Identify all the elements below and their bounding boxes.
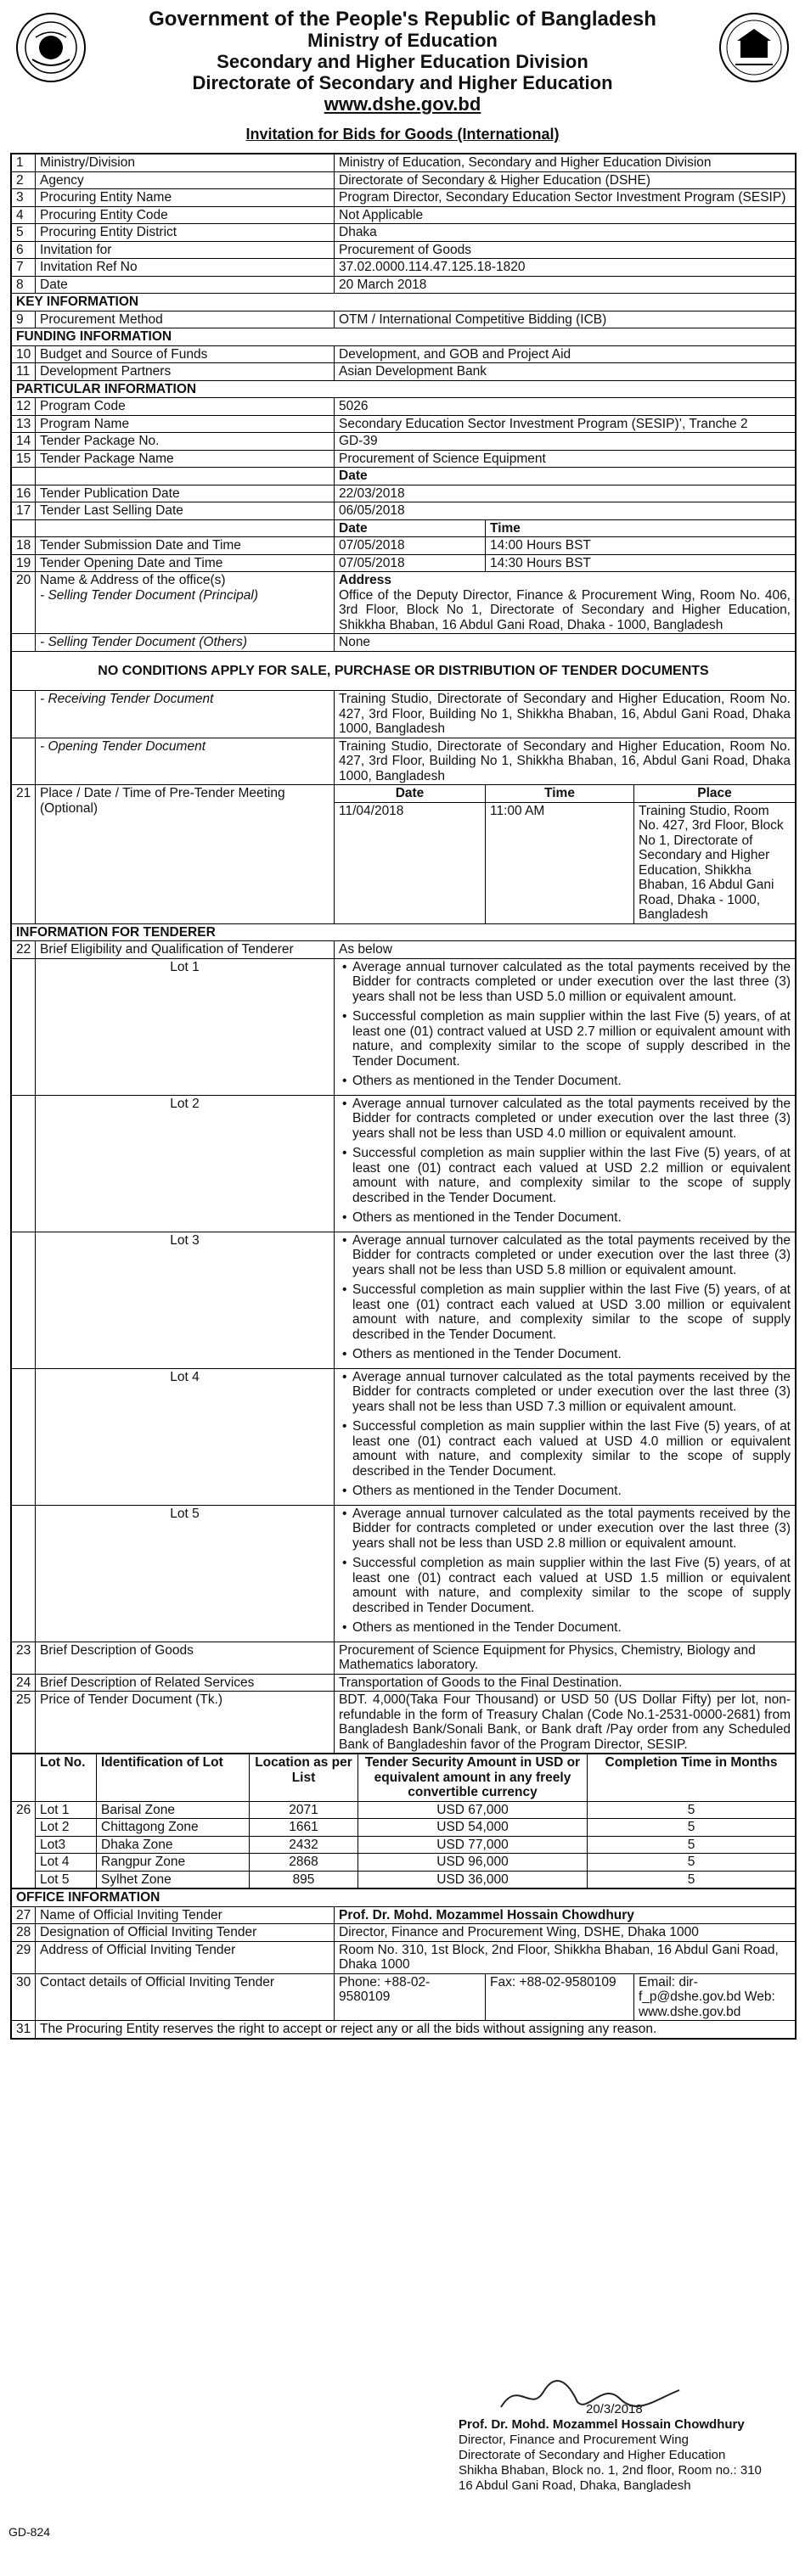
table-row: 31 The Procuring Entity reserves the right to accept or reject any or all the bids without assigning any reason. — [12, 2021, 796, 2039]
no-conditions-banner: NO CONDITIONS APPLY FOR SALE, PURCHASE OR DISTRIBUTION OF TENDER DOCUMENTS — [12, 651, 796, 691]
lot-requirement-row: Lot 2 • Average annual turnover calculated as the total payments received by the Bidder for contracts completed or under execution over the last three (3) years shall not be less than USD 4.0 million or equivalent amount. • Successful completion as main supplier within the last Five (5) years, of at least one (01) contract each valued at USD 2.2 million or equivalent amount with nature, and complexity similar to the scope of supply described in the Tender Document. • Others as mentioned in the Tender Document. — [12, 1095, 796, 1232]
table-row: 18 Tender Submission Date and Time 07/05/2018 14:00 Hours BST — [12, 537, 796, 555]
section-office-information: OFFICE INFORMATION — [12, 1889, 796, 1907]
contact-email[interactable]: Email: dir-f_p@dshe.gov.bd Web: www.dshe.gov.bd — [634, 1973, 796, 2021]
table-row: - Receiving Tender Document Training Studio, Directorate of Secondary and Higher Education, Room No. 427, 3rd Floor, Building No 1, Shikkha Bhaban, 16, Abdul Gani Road, Dhaka 1000, Bangladesh — [12, 691, 796, 738]
table-row: 19 Tender Opening Date and Time 07/05/2018 14:30 Hours BST — [12, 554, 796, 572]
website-link[interactable]: www.dshe.gov.bd — [324, 93, 481, 115]
table-row: 1 Ministry/Division Ministry of Education, Secondary and Higher Education Division — [12, 154, 796, 172]
section-particular-information: PARTICULAR INFORMATION — [12, 380, 796, 398]
signature-block: 20/3/2018 Prof. Dr. Mohd. Mozammel Hossain Chowdhury Director, Finance and Procurement Wing Directorate of Secondary and Higher Education Shikha Bhaban, Block no. 1, 2nd floor, Room no.: 310 16 Abdul Gani Road, Dhaka, Bangladesh — [459, 2402, 798, 2494]
notice-header — [0, 0, 805, 144]
table-row: 27 Name of Official Inviting Tender Prof. Dr. Mohd. Mozammel Hossain Chowdhury — [12, 1906, 796, 1924]
division-title: Secondary and Higher Education Division — [217, 51, 588, 72]
table-header-row: Lot No. Identification of Lot Location as per List Tender Security Amount in USD or equivalent amount in any freely convertible currency Completion Time in Months — [12, 1754, 796, 1802]
table-row: Date Time — [12, 519, 796, 537]
table-row: 5 Procuring Entity District Dhaka — [12, 224, 796, 242]
table-row: 15 Tender Package Name Procurement of Science Equipment — [12, 450, 796, 468]
table-row: 16 Tender Publication Date 22/03/2018 — [12, 485, 796, 502]
table-row: 21 Place / Date / Time of Pre-Tender Meeting (Optional) Date Time Place — [12, 785, 796, 803]
table-row: Lot 4 Rangpur Zone 2868 USD 96,000 5 — [12, 1854, 796, 1872]
table-row: 24 Brief Description of Related Services Transportation of Goods to the Final Destination. — [12, 1674, 796, 1692]
table-row: 11 Development Partners Asian Development Bank — [12, 363, 796, 381]
section-information-for-tenderer: INFORMATION FOR TENDERER — [12, 923, 796, 941]
table-row: 20 Name & Address of the office(s) - Selling Tender Document (Principal) Address Office of the Deputy Director, Finance & Procurement Wing, Room No. 406, 3rd Floor, Block No 1, Directorate of Secondary and Higher Education, Shikkha Bhaban, 16 Abdul Gani Road, Dhaka - 1000, Bangladesh — [12, 572, 796, 634]
table-row: 4 Procuring Entity Code Not Applicable — [12, 206, 796, 224]
table-row: 23 Brief Description of Goods Procurement of Science Equipment for Physics, Chemistry, Biology and Mathematics laboratory. — [12, 1642, 796, 1674]
table-row: Lot3 Dhaka Zone 2432 USD 77,000 5 — [12, 1836, 796, 1854]
table-row: 7 Invitation Ref No 37.02.0000.114.47.125.18-1820 — [12, 259, 796, 277]
government-title: Government of the People's Republic of Bangladesh — [149, 8, 656, 31]
lot-requirement-row: Lot 1 • Average annual turnover calculated as the total payments received by the Bidder for contracts completed or under execution over the last three (3) years shall not be less than USD 5.0 million or equivalent amount. • Successful completion as main supplier within the last Five (5) years, of at least one (01) contract valued at USD 2.7 million or equivalent amount with nature, and complexity similar to the scope of supply described in the Tender Document. • Others as mentioned in the Tender Document. — [12, 958, 796, 1095]
notice-title: Invitation for Bids for Goods (International) — [245, 126, 560, 143]
table-row: 14 Tender Package No. GD-39 — [12, 433, 796, 451]
lot-requirement-row: Lot 5 • Average annual turnover calculated as the total payments received by the Bidder for contracts completed or under execution over the last three (3) years shall not be less than USD 2.8 million or equivalent amount. • Successful completion as main supplier within the last Five (5) years, of at least one (01) contract each valued at USD 1.5 million or equivalent amount with nature, and complexity similar to the scope of supply described in Tender Document. • Others as mentioned in the Tender Document. — [12, 1505, 796, 1642]
table-row: 2 Agency Directorate of Secondary & Higher Education (DSHE) — [12, 171, 796, 189]
office-information-table — [11, 1889, 796, 2039]
table-row: Lot 2 Chittagong Zone 1661 USD 54,000 5 — [12, 1819, 796, 1837]
table-row: 9 Procurement Method OTM / International Competitive Bidding (ICB) — [12, 311, 796, 328]
table-row: 12 Program Code 5026 — [12, 398, 796, 416]
ministry-title: Ministry of Education — [307, 30, 498, 51]
signatory-name: Prof. Dr. Mohd. Mozammel Hossain Chowdhury — [459, 2417, 745, 2432]
table-row: 8 Date 20 March 2018 — [12, 276, 796, 294]
table-row: Date — [12, 468, 796, 485]
table-row: 6 Invitation for Procurement of Goods — [12, 241, 796, 259]
lot-security-table — [11, 1754, 796, 1889]
footer-code: GD-824 — [8, 2525, 51, 2539]
lot-requirement-row: Lot 4 • Average annual turnover calculated as the total payments received by the Bidder for contracts completed or under execution over the last three (3) years shall not be less than USD 7.3 million or equivalent amount. • Successful completion as main supplier within the last Five (5) years, of at least one (01) contract each valued at USD 4.0 million or equivalent amount with nature, and complexity similar to the scope of supply described in the Tender Document. • Others as mentioned in the Tender Document. — [12, 1368, 796, 1505]
directorate-title: Directorate of Secondary and Higher Education — [192, 72, 613, 93]
table-row: 3 Procuring Entity Name Program Director, Secondary Education Sector Investment Program (SESIP) — [12, 189, 796, 207]
table-row: 17 Tender Last Selling Date 06/05/2018 — [12, 502, 796, 520]
government-seal-icon — [15, 12, 87, 83]
table-row: 10 Budget and Source of Funds Development, and GOB and Project Aid — [12, 345, 796, 363]
table-row: 11/04/2018 11:00 AM Training Studio, Room No. 427, 3rd Floor, Block No 1, Directorate of Secondary and Higher Education, Shikkha Bhaban, 16 Abdul Gani Road, Dhaka - 1000, Bangladesh — [12, 802, 796, 923]
tender-table — [10, 153, 797, 2040]
signature-scribble-icon — [493, 2375, 688, 2417]
section-funding-information: FUNDING INFORMATION — [12, 328, 796, 346]
table-row: 29 Address of Official Inviting Tender Room No. 310, 1st Block, 2nd Floor, Shikkha Bhaban, 16 Abdul Gani Road, Dhaka 1000 — [12, 1941, 796, 1973]
table-row: 26 Lot 1 Barisal Zone 2071 USD 67,000 5 — [12, 1801, 796, 1819]
table-row: 22 Brief Eligibility and Qualification of Tenderer As below — [12, 941, 796, 959]
lot-requirement-row: Lot 3 • Average annual turnover calculated as the total payments received by the Bidder for contracts completed or under execution over the last three (3) years shall not be less than USD 5.8 million or equivalent amount. • Successful completion as main supplier within the last Five (5) years, of at least one (01) contract each valued at USD 3.00 million or equivalent amount with nature, and complexity similar to the scope of supply described in the Tender Document. • Others as mentioned in the Tender Document. — [12, 1232, 796, 1368]
table-row: - Selling Tender Document (Others) None — [12, 634, 796, 652]
table-row: 28 Designation of Official Inviting Tender Director, Finance and Procurement Wing, DSHE, Dhaka 1000 — [12, 1924, 796, 1942]
table-row: - Opening Tender Document Training Studio, Directorate of Secondary and Higher Education, Room No. 427, 3rd Floor, Building No 1, Shikkha Bhaban, 16, Abdul Gani Road, Dhaka 1000, Bangladesh — [12, 738, 796, 785]
dshe-logo-icon — [718, 12, 790, 83]
signature-date: 20/3/2018 — [586, 2402, 643, 2416]
table-row: Lot 5 Sylhet Zone 895 USD 36,000 5 — [12, 1871, 796, 1889]
section-key-information: KEY INFORMATION — [12, 294, 796, 311]
table-row: 30 Contact details of Official Inviting Tender Phone: +88-02-9580109 Fax: +88-02-9580109 Email: dir-f_p@dshe.gov.bd Web: www.dshe.gov.bd — [12, 1973, 796, 2021]
table-row: 25 Price of Tender Document (Tk.) BDT. 4,000(Taka Four Thousand) or USD 50 (US Dollar Fifty) per lot, non-refundable in the form of Treasury Chalan (Code No.1-2531-0000-2681) from Bangladesh Bank/Sonali Bank, or Bank draft /Pay order from any Scheduled Bank of Bangladeshin favor of the Program Director, SESIP. — [12, 1692, 796, 1754]
table-row: 13 Program Name Secondary Education Sector Investment Program (SESIP)’, Tranche 2 — [12, 415, 796, 433]
